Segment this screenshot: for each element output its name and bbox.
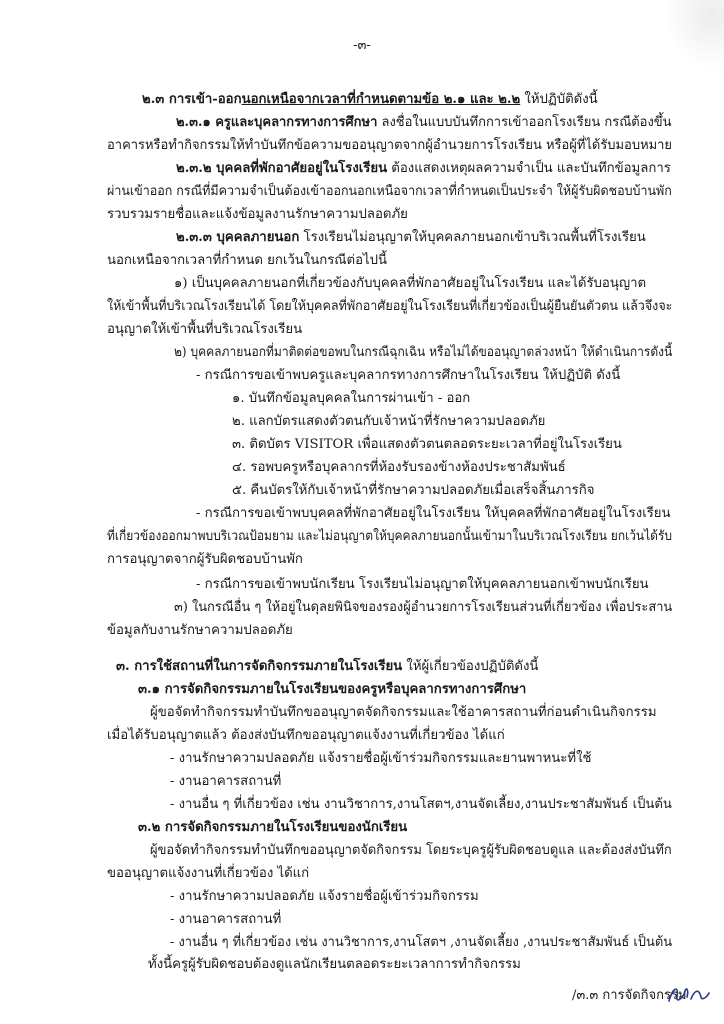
section-2-3-3: ๒.๓.๓ บุคคลภายนอก โรงเรียนไม่อนุญาตให้บุคคลภายนอกเข้าบริเวณพื้นที่โรงเรียน bbox=[176, 230, 646, 245]
step-item: ๔. รอพบครูหรือบุคลากรที่ห้องรับรองข้างห้องประชาสัมพันธ์ bbox=[232, 460, 566, 475]
case-2-line1: ๒) บุคคลภายนอกที่มาติดต่อขอพบในกรณีฉุกเฉิน หรือไม่ได้ขออนุญาตล่วงหน้า ให้ดำเนินการดังนี้ bbox=[174, 345, 673, 360]
section-3-2-line2: ขออนุญาตแจ้งงานที่เกี่ยวข้อง ได้แก่ bbox=[107, 866, 310, 881]
section-2-3-2-line3: รวบรวมรายชื่อและแจ้งข้อมูลงานรักษาความปลอดภัย bbox=[107, 207, 408, 222]
section-2-3-heading: ๒.๓ การเข้า-ออกนอกเหนือจากเวลาที่กำหนดตามข้อ ๒.๑ และ ๒.๒ ให้ปฏิบัติดังนี้ bbox=[142, 92, 598, 107]
case-2-subcase-2-line3: การอนุญาตจากผู้รับผิดชอบบ้านพัก bbox=[107, 552, 303, 567]
case-3-line2: ข้อมูลกับงานรักษาความปลอดภัย bbox=[107, 623, 293, 638]
list-item: - งานอื่น ๆ ที่เกี่ยวข้อง เช่น งานวิชาการ,งานโสตฯ ,งานจัดเลี้ยง ,งานประชาสัมพันธ์ เป็นต้น bbox=[170, 935, 673, 950]
section-3-1-line2: เมื่อได้รับอนุญาตแล้ว ต้องส่งบันทึกขออนุญาตแจ้งงานที่เกี่ยวข้อง ได้แก่ bbox=[107, 728, 505, 743]
section-3-2-line1: ผู้ขอจัดทำกิจกรรมทำบันทึกขออนุญาตจัดกิจกรรม โดยระบุครูผู้รับผิดชอบดูแล และต้องส่งบันทึก bbox=[150, 843, 672, 858]
section-3-heading: ๓. การใช้สถานที่ในการจัดกิจกรรมภายในโรงเรียน ให้ผู้เกี่ยวข้องปฏิบัติดังนี้ bbox=[116, 659, 539, 674]
list-item: - งานรักษาความปลอดภัย แจ้งรายชื่อผู้เข้าร่วมกิจกรรม bbox=[170, 889, 479, 904]
section-3-1-line1: ผู้ขอจัดทำกิจกรรมทำบันทึกขออนุญาตจัดกิจกรรมและใช้อาคารสถานที่ก่อนดำเนินกิจกรรม bbox=[150, 705, 657, 720]
list-item: - งานอาคารสถานที่ bbox=[170, 774, 282, 789]
case-1-line1: ๑) เป็นบุคคลภายนอกที่เกี่ยวข้องกับบุคคลที่พักอาศัยอยู่ในโรงเรียน และได้รับอนุญาต bbox=[174, 276, 647, 291]
section-3-2-closing: ทั้งนี้ครูผู้รับผิดชอบต้องดูแลนักเรียนตลอดระยะเวลาการทำกิจกรรม bbox=[148, 957, 521, 972]
step-item: ๑. บันทึกข้อมูลบุคคลในการผ่านเข้า - ออก bbox=[232, 391, 471, 406]
case-1-line3: อนุญาตให้เข้าพื้นที่บริเวณโรงเรียน bbox=[107, 322, 303, 337]
page-number: -๓- bbox=[353, 38, 371, 53]
list-item: - งานอาคารสถานที่ bbox=[170, 912, 282, 927]
list-item: - งานอื่น ๆ ที่เกี่ยวข้อง เช่น งานวิชาการ,งานโสตฯ,งานจัดเลี้ยง,งานประชาสัมพันธ์ เป็นต้น bbox=[170, 797, 672, 812]
section-2-3-1: ๒.๓.๑ ครูและบุคลากรทางการศึกษา ลงชื่อในแบบบันทึกการเข้าออกโรงเรียน กรณีต้องขึ้น bbox=[176, 115, 672, 130]
scan-shadow bbox=[664, 0, 724, 70]
list-item: - งานรักษาความปลอดภัย แจ้งรายชื่อผู้เข้าร่วมกิจกรรมและยานพาหนะที่ใช้ bbox=[170, 751, 592, 766]
section-3-2-heading: ๓.๒ การจัดกิจกรรมภายในโรงเรียนของนักเรียน bbox=[138, 820, 408, 835]
section-2-3-1-line2: อาคารหรือทำกิจกรรมให้ทำบันทึกข้อความขออนุญาตจากผู้อำนวยการโรงเรียน หรือผู้ที่ได้รับมอบหมาย bbox=[107, 138, 673, 153]
case-2-subcase-2-line1: - กรณีการขอเข้าพบบุคคลที่พักอาศัยอยู่ในโรงเรียน ให้บุคคลที่พักอาศัยอยู่ในโรงเรียน bbox=[196, 506, 671, 521]
case-2-subcase-1: - กรณีการขอเข้าพบครูและบุคลากรทางการศึกษาในโรงเรียน ให้ปฏิบัติ ดังนี้ bbox=[196, 368, 621, 383]
step-item: ๒. แลกบัตรแสดงตัวตนกับเจ้าหน้าที่รักษาความปลอดภัย bbox=[232, 414, 546, 429]
case-1-line2: ให้เข้าพื้นที่บริเวณโรงเรียนได้ โดยให้บุคคลที่พักอาศัยอยู่ในโรงเรียนที่เกี่ยวข้องเป็นผู้ยืนยันตัวตน แล้วจึงจะ bbox=[107, 299, 673, 314]
step-item: ๕. คืนบัตรให้กับเจ้าหน้าที่รักษาความปลอดภัยเมื่อเสร็จสิ้นภารกิจ bbox=[232, 483, 595, 498]
case-2-subcase-2-line2: ที่เกี่ยวข้องออกมาพบบริเวณป้อมยาม และไม่อนุญาตให้บุคคลภายนอกนั้นเข้ามาในบริเวณโรงเรียน ยกเว้นได้รับ bbox=[107, 529, 673, 544]
section-2-3-3-line2: นอกเหนือจากเวลาที่กำหนด ยกเว้นในกรณีต่อไปนี้ bbox=[107, 253, 388, 268]
section-3-1-heading: ๓.๑ การจัดกิจกรรมภายในโรงเรียนของครูหรือบุคลากรทางการศึกษา bbox=[138, 682, 527, 697]
step-item: ๓. ติดบัตร VISITOR เพื่อแสดงตัวตนตลอดระยะเวลาที่อยู่ในโรงเรียน bbox=[232, 437, 622, 452]
page-footer-continuation: /๓.๓ การจัดกิจกรรม bbox=[572, 988, 687, 1003]
signature-initials bbox=[665, 977, 713, 1011]
case-2-subcase-3: - กรณีการขอเข้าพบนักเรียน โรงเรียนไม่อนุญาตให้บุคคลภายนอกเข้าพบนักเรียน bbox=[196, 577, 649, 592]
section-2-3-2-line2: ผ่านเข้าออก กรณีที่มีความจำเป็นต้องเข้าออกนอกเหนือจากเวลาที่กำหนดเป็นประจำ ให้ผู้รับผิดชอบบ้านพัก bbox=[107, 184, 672, 199]
case-3-line1: ๓) ในกรณีอื่น ๆ ให้อยู่ในดุลยพินิจของรองผู้อำนวยการโรงเรียนส่วนที่เกี่ยวข้อง เพื่อประสาน bbox=[174, 600, 673, 615]
section-2-3-2: ๒.๓.๒ บุคคลที่พักอาศัยอยู่ในโรงเรียน ต้องแสดงเหตุผลความจำเป็น และบันทึกข้อมูลการ bbox=[176, 161, 671, 176]
